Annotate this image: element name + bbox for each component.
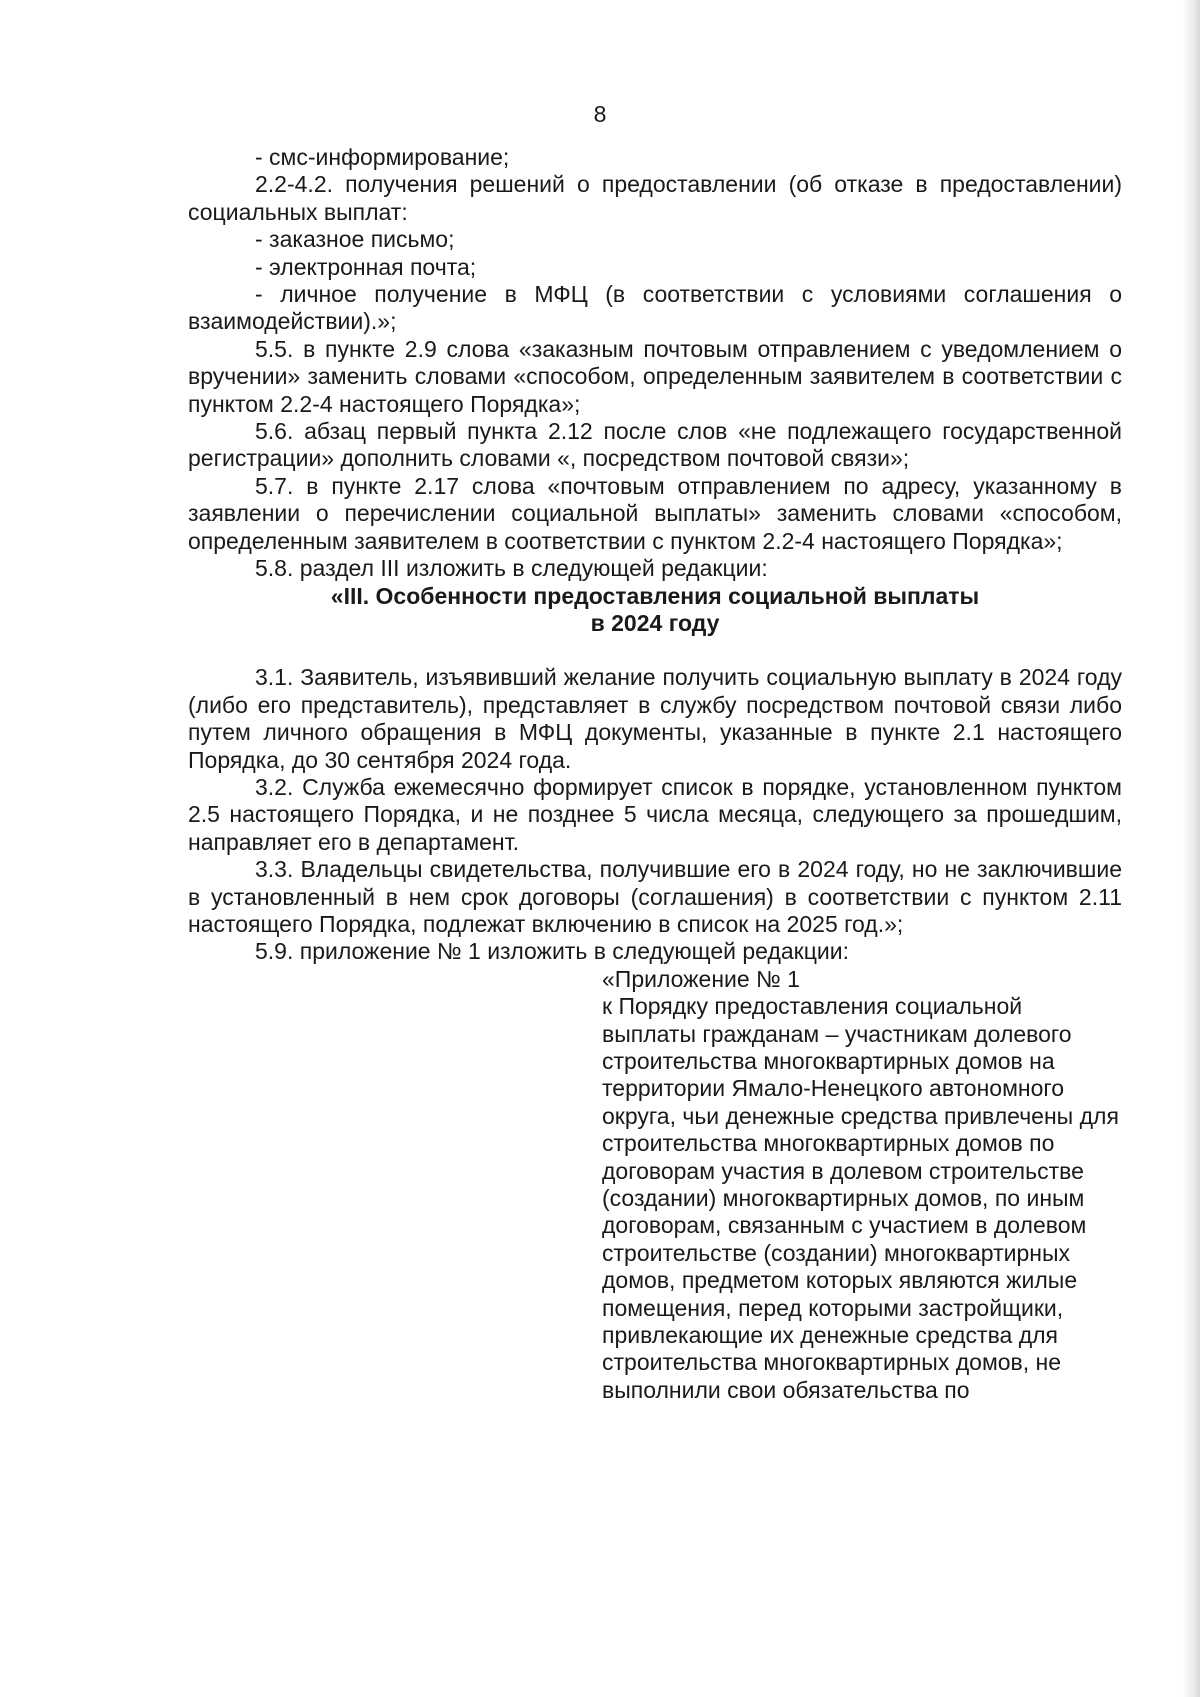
paragraph-5-8: 5.8. раздел III изложить в следующей редакции: [255, 555, 768, 582]
paragraph-5-7: 5.7. в пункте 2.17 слова «почтовым отправлением по адресу, указанному в заявлении о перечислении социальной выплаты» заменить словами «способом, определенным заявителем в соответствии с пунктом 2.2-4 настоящего Порядка»; [188, 472, 1122, 554]
appendix-description: к Порядку предоставления социальной выплаты гражданам – участникам долевого строительства многоквартирных домов на территории Ямало-Ненецкого автономного округа, чьи денежные средства привлечены для строительства многоквартирных домов по договорам участия в долевом строительстве (создании) многоквартирных домов, по иным договорам, связанным с участием в долевом строительстве (создании) многоквартирных домов, предметом которых являются жилые помещения, перед которыми застройщики, привлекающие их денежные средства для строительства многоквартирных домов, не выполнили свои обязательства по [602, 993, 1119, 1403]
section-heading [188, 583, 1122, 638]
document-body [188, 144, 1122, 1404]
paragraph-3-3: 3.3. Владельцы свидетельства, получившие его в 2024 году, но не заключившие в установленный в нем срок договоры (соглашения) в соответствии с пунктом 2.11 настоящего Порядка, подлежат включению в список на 2025 год.»; [188, 856, 1122, 937]
page-number: 8 [593, 101, 607, 127]
paragraph-email: - электронная почта; [255, 253, 477, 280]
paragraph-registered-letter: - заказное письмо; [255, 226, 455, 253]
page-edge-shadow [1182, 0, 1200, 1697]
section-heading-line2: в 2024 году [590, 609, 720, 636]
section-heading-line1: «III. Особенности предоставления социальной выплаты [330, 582, 980, 609]
paragraph-2-2-4-2: 2.2-4.2. получения решений о предоставлении (об отказе в предоставлении) социальных выплат: [188, 171, 1122, 225]
paragraph-5-5: 5.5. в пункте 2.9 слова «заказным почтовым отправлением с уведомлением о вручении» заменить словами «способом, определенным заявителем в соответствии с пунктом 2.2-4 настоящего Порядка»; [188, 335, 1122, 417]
paragraph-5-6: 5.6. абзац первый пункта 2.12 после слов «не подлежащего государственной регистрации» дополнить словами «, посредством почтовой связи»; [188, 418, 1122, 472]
paragraph-3-1: 3.1. Заявитель, изъявивший желание получить социальную выплату в 2024 году (либо его представитель), представляет в службу посредством почтовой связи либо путем личного обращения в МФЦ документы, указанные в пункте 2.1 настоящего Порядка, до 30 сентября 2024 года. [188, 664, 1122, 773]
appendix-title: «Приложение № 1 [602, 965, 800, 992]
paragraph-personal-mfc: - личное получение в МФЦ (в соответствии с условиями соглашения о взаимодействии).»; [188, 281, 1122, 335]
paragraph-sms: - смс-информирование; [255, 144, 510, 170]
paragraph-5-9: 5.9. приложение № 1 изложить в следующей редакции: [255, 938, 849, 965]
paragraph-3-2: 3.2. Служба ежемесячно формирует список в порядке, установленном пунктом 2.5 настоящего Порядка, и не позднее 5 числа месяца, следующего за прошедшим, направляет его в департамент. [188, 773, 1122, 855]
